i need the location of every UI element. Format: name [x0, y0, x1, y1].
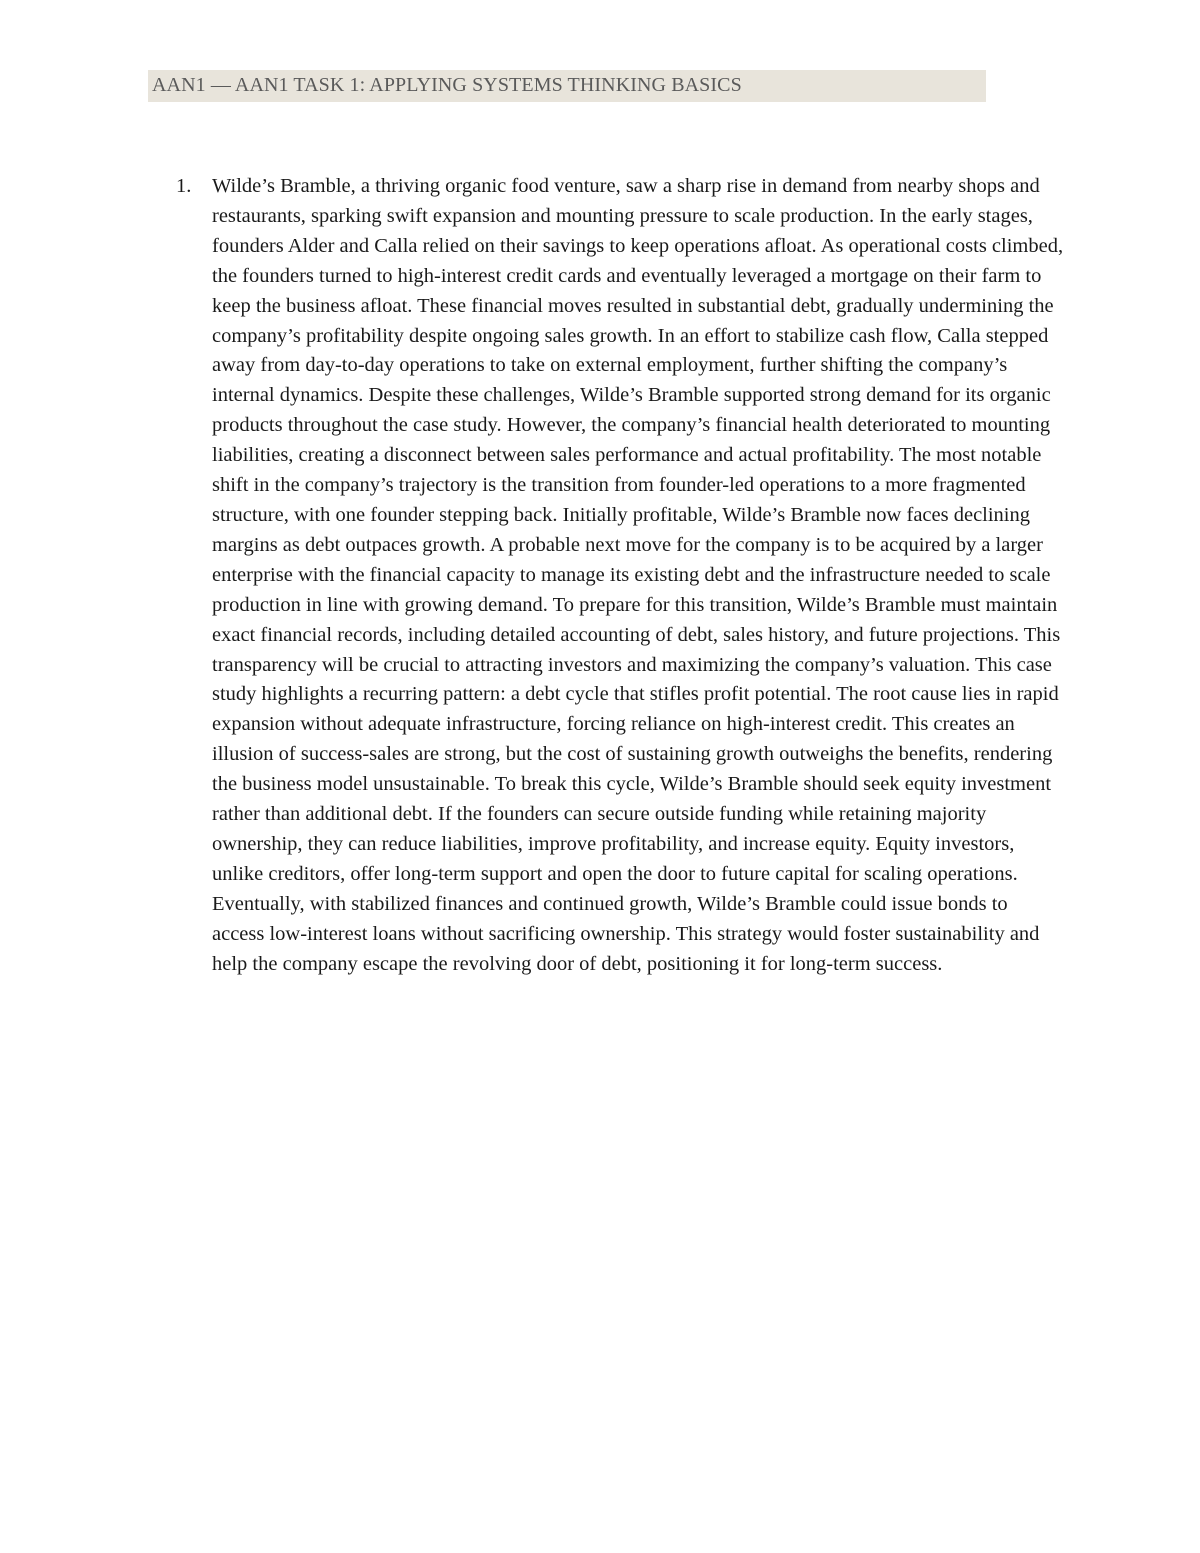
list-item: [176, 172, 1066, 979]
header-bar: [148, 70, 986, 102]
numbered-list: [176, 172, 1066, 979]
list-item-number: 1.: [176, 175, 192, 197]
page-title: AAN1 — AAN1 TASK 1: APPLYING SYSTEMS THINKING BASICS: [152, 74, 742, 96]
list-item-text: Wilde’s Bramble, a thriving organic food venture, saw a sharp rise in demand from nearby shops and restaurants, sparking swift expansion and mounting pressure to scale production. In the early stages, founders Alder and Calla relied on their savings to keep operations afloat. As operational costs climbed, the founders turned to high-interest credit cards and eventually leveraged a mortgage on their farm to keep the business afloat. These financial moves resulted in substantial debt, gradually undermining the company’s profitability despite ongoing sales growth. In an effort to stabilize cash flow, Calla stepped away from day-to-day operations to take on external employment, further shifting the company’s internal dynamics. Despite these challenges, Wilde’s Bramble supported strong demand for its organic products throughout the case study. However, the company’s financial health deteriorated to mounting liabilities, creating a disconnect between sales performance and actual profitability. The most notable shift in the company’s trajectory is the transition from founder-led operations to a more fragmented structure, with one founder stepping back. Initially profitable, Wilde’s Bramble now faces declining margins as debt outpaces growth. A probable next move for the company is to be acquired by a larger enterprise with the financial capacity to manage its existing debt and the infrastructure needed to scale production in line with growing demand. To prepare for this transition, Wilde’s Bramble must maintain exact financial records, including detailed accounting of debt, sales history, and future projections. This transparency will be crucial to attracting investors and maximizing the company’s valuation. This case study highlights a recurring pattern: a debt cycle that stifles profit potential. The root cause lies in rapid expansion without adequate infrastructure, forcing reliance on high-interest credit. This creates an illusion of success-sales are strong, but the cost of sustaining growth outweighs the benefits, rendering the business model unsustainable. To break this cycle, Wilde’s Bramble should seek equity investment rather than additional debt. If the founders can secure outside funding while retaining majority ownership, they can reduce liabilities, improve profitability, and increase equity. Equity investors, unlike creditors, offer long-term support and open the door to future capital for scaling operations. Eventually, with stabilized finances and continued growth, Wilde’s Bramble could issue bonds to access low-interest loans without sacrificing ownership. This strategy would foster sustainability and help the company escape the revolving door of debt, positioning it for long-term success.: [212, 175, 1064, 975]
